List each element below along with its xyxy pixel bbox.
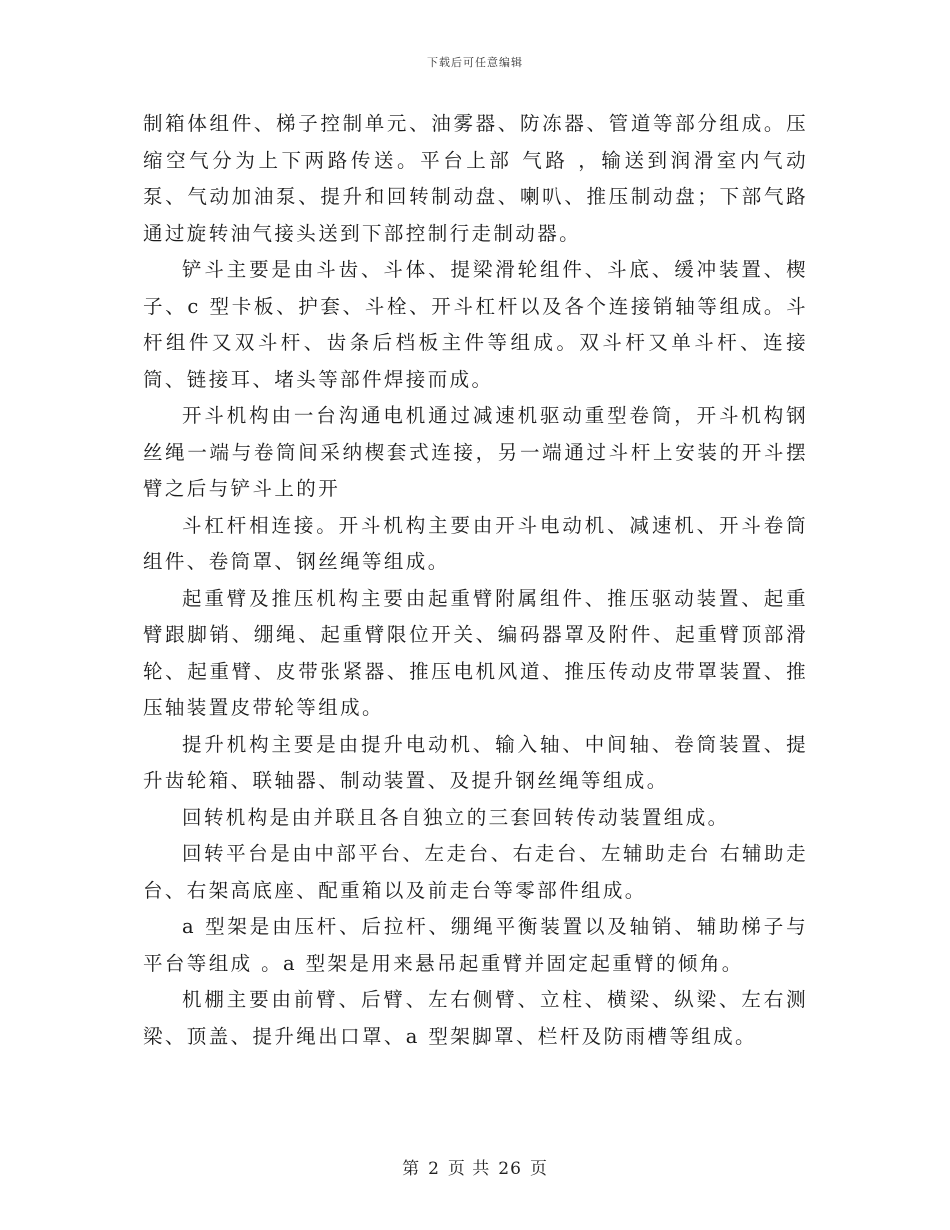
paragraph-bucket: 铲斗主要是由斗齿、斗体、提梁滑轮组件、斗底、缓冲装置、楔子、c 型卡板、护套、斗栓、开斗杠杆以及各个连接销轴等组成。斗杆组件又双斗杆、齿条后档板主件等组成。双斗杆又单斗杆、连接筒、链接耳、堵头等部件焊接而成。 xyxy=(143,258,808,391)
paragraph-hoist-mechanism: 提升机构主要是由提升电动机、输入轴、中间轴、卷筒装置、提升齿轮箱、联轴器、制动装置、及提升钢丝绳等组成。 xyxy=(143,732,808,792)
paragraph-pneumatic-system: 制箱体组件、梯子控制单元、油雾器、防冻器、管道等部分组成。压缩空气分为上下两路传送。平台上部 气路 ，输送到润滑室内气动泵、气动加油泵、提升和回转制动盘、喇叭、推压制动盘；下部气路通过旋转油气接头送到下部控制行走制动器。 xyxy=(143,112,808,245)
paragraph-bucket-opening-components: 斗杠杆相连接。开斗机构主要由开斗电动机、减速机、开斗卷筒组件、卷筒罩、钢丝绳等组成。 xyxy=(143,513,808,573)
page-number: 2 xyxy=(428,1159,440,1179)
footer-suffix: 页 xyxy=(529,1159,548,1179)
footer-middle: 页 共 xyxy=(447,1159,491,1179)
page-header: 下载后可任意编辑 xyxy=(427,56,523,69)
total-pages: 26 xyxy=(498,1159,522,1179)
paragraph-a-frame: a 型架是由压杆、后拉杆、绷绳平衡装置以及轴销、辅助梯子与平台等组成 。a 型架是用来悬吊起重臂并固定起重臂的倾角。 xyxy=(143,915,808,975)
paragraph-bucket-opening-mechanism: 开斗机构由一台沟通电机通过减速机驱动重型卷筒，开斗机构钢丝绳一端与卷筒间采纳楔套式连接，另一端通过斗杆上安装的开斗摆臂之后与铲斗上的开 xyxy=(143,404,808,500)
paragraph-revolving-frame: 回转平台是由中部平台、左走台、右走台、左辅助走台 右辅助走台、右架高底座、配重箱以及前走台等零部件组成。 xyxy=(143,842,808,902)
document-body xyxy=(143,106,808,1055)
paragraph-machinery-house: 机棚主要由前臂、后臂、左右侧臂、立柱、横梁、纵梁、左右测梁、顶盖、提升绳出口罩、a 型架脚罩、栏杆及防雨槽等组成。 xyxy=(143,988,808,1048)
paragraph-boom-crowd: 起重臂及推压机构主要由起重臂附属组件、推压驱动装置、起重臂跟脚销、绷绳、起重臂限位开关、编码器罩及附件、起重臂顶部滑轮、起重臂、皮带张紧器、推压电机风道、推压传动皮带罩装置、推压轴装置皮带轮等组成。 xyxy=(143,586,808,719)
page-footer xyxy=(0,1154,950,1179)
paragraph-swing-mechanism: 回转机构是由并联且各自独立的三套回转传动装置组成。 xyxy=(182,805,730,829)
footer-prefix: 第 xyxy=(402,1159,421,1179)
